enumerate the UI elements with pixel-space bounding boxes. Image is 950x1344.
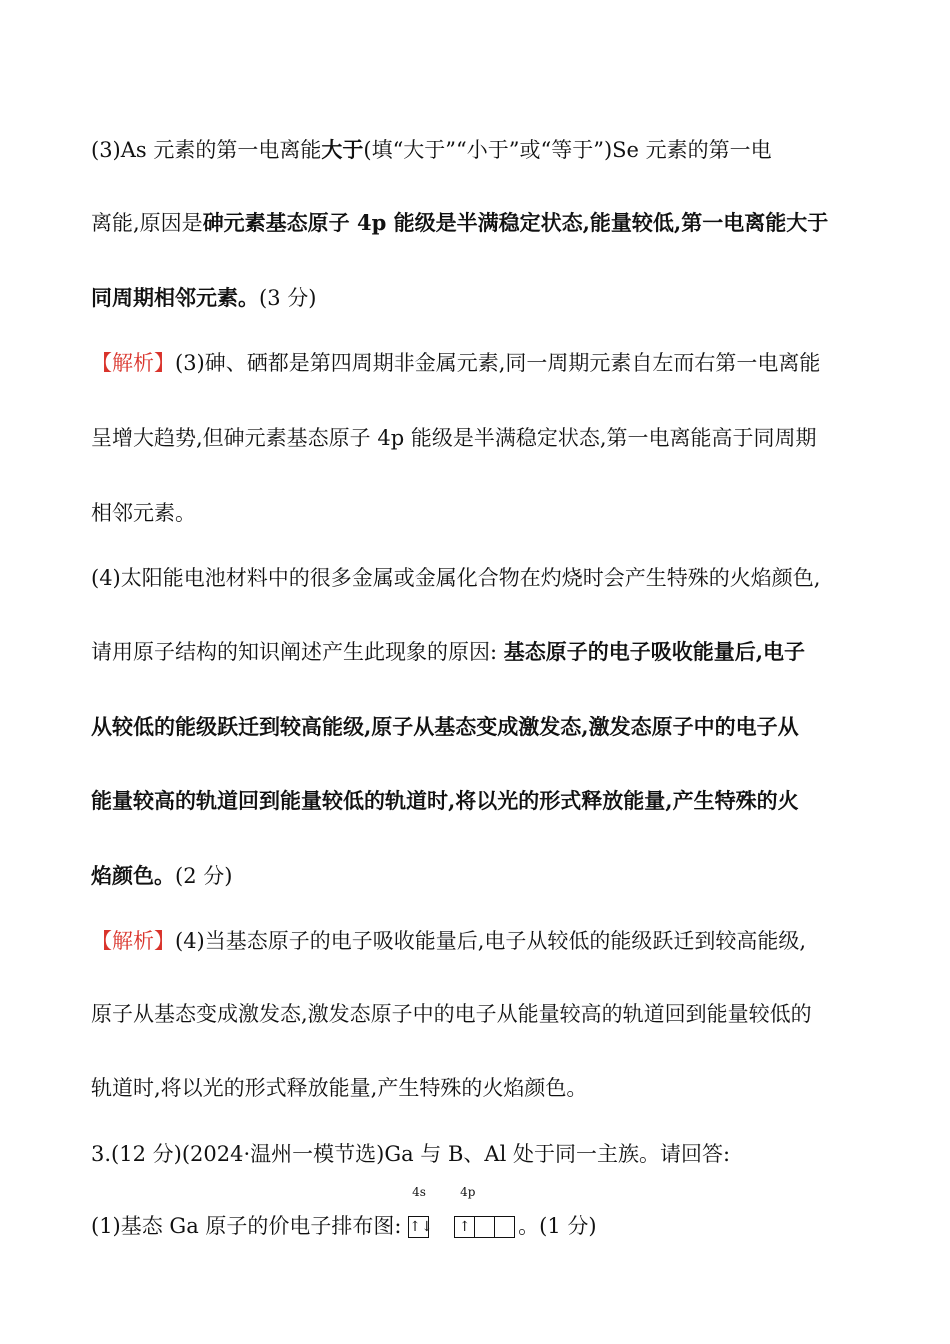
score-text: 。(1 分) [518,1214,597,1238]
orbital-4p-box [454,1216,515,1238]
score-text: (2 分) [175,864,233,888]
q3-part4-line2 [91,637,861,667]
question-text: (填“大于”“小于”或“等于”)Se 元素的第一电 [363,138,772,162]
answer-text: 同周期相邻元素。 [91,285,259,310]
analysis-text: 呈增大趋势,但砷元素基态原子 4p 能级是半满稳定状态,第一电离能高于同周期 [91,426,817,450]
question-text: 离能,原因是 [91,211,203,235]
q3-part4-line1 [91,563,861,593]
orbital-empty-box [475,1217,495,1237]
orbital-empty-box [495,1217,514,1237]
answer-text: 砷元素基态原子 4p 能级是半满稳定状态,能量较低,第一电离能大于 [202,210,829,235]
answer-text: 能量较高的轨道回到能量较低的轨道时,将以光的形式释放能量,产生特殊的火 [91,788,799,813]
analysis-tag: 【解析】 [91,351,175,375]
answer-text: 基态原子的电子吸收能量后,电子 [503,639,806,664]
orbital-4s-label: 4s [412,1185,426,1199]
q3-part4-line3 [91,712,861,742]
score-text: (3 分) [259,286,317,310]
question-text: 请用原子结构的知识阐述产生此现象的原因: [91,640,504,664]
orbital-diagram [408,1185,518,1241]
answer-text: 焰颜色。 [91,863,175,888]
orbital-4s-box [408,1216,433,1238]
analysis-text: (4)当基态原子的电子吸收能量后,电子从较低的能级跃迁到较高能级, [175,929,807,953]
analysis3-line2 [91,423,861,453]
orbital-arrow: ↑ [455,1217,475,1237]
q3-part3-line1 [91,135,861,165]
analysis4-line2 [91,999,861,1029]
analysis4-line1 [91,926,861,956]
orbital-arrows: ↑↓ [409,1219,433,1235]
analysis-text: 原子从基态变成激发态,激发态原子中的电子从能量较高的轨道回到能量较低的 [91,1002,812,1026]
answer-text: 从较低的能级跃迁到较高能级,原子从基态变成激发态,激发态原子中的电子从 [91,714,799,739]
orbital-4p-label: 4p [460,1185,476,1199]
q3-part4-line5 [91,861,861,891]
question4-header [91,1139,861,1169]
q3-part3-line2 [91,208,861,238]
question-text: (4)太阳能电池材料中的很多金属或金属化合物在灼烧时会产生特殊的火焰颜色, [91,566,821,590]
question-text: (1)基态 Ga 原子的价电子排布图: [91,1214,409,1238]
q3-part4-line4 [91,786,861,816]
analysis-text: 相邻元素。 [91,501,196,525]
analysis-text: (3)砷、硒都是第四周期非金属元素,同一周期元素自左而右第一电离能 [175,351,821,375]
question4-part1 [91,1185,861,1241]
analysis-tag: 【解析】 [91,929,175,953]
analysis3-line3 [91,498,861,528]
question-text: (3)As 元素的第一电离能 [91,138,322,162]
q3-part3-line3 [91,283,861,313]
analysis-text: 轨道时,将以光的形式释放能量,产生特殊的火焰颜色。 [91,1076,588,1100]
answer-text: 大于 [321,137,364,162]
question-text: 3.(12 分)(2024·温州一模节选)Ga 与 B、Al 处于同一主族。请回答: [91,1142,731,1166]
analysis4-line3 [91,1073,861,1103]
analysis3-line1 [91,348,861,378]
